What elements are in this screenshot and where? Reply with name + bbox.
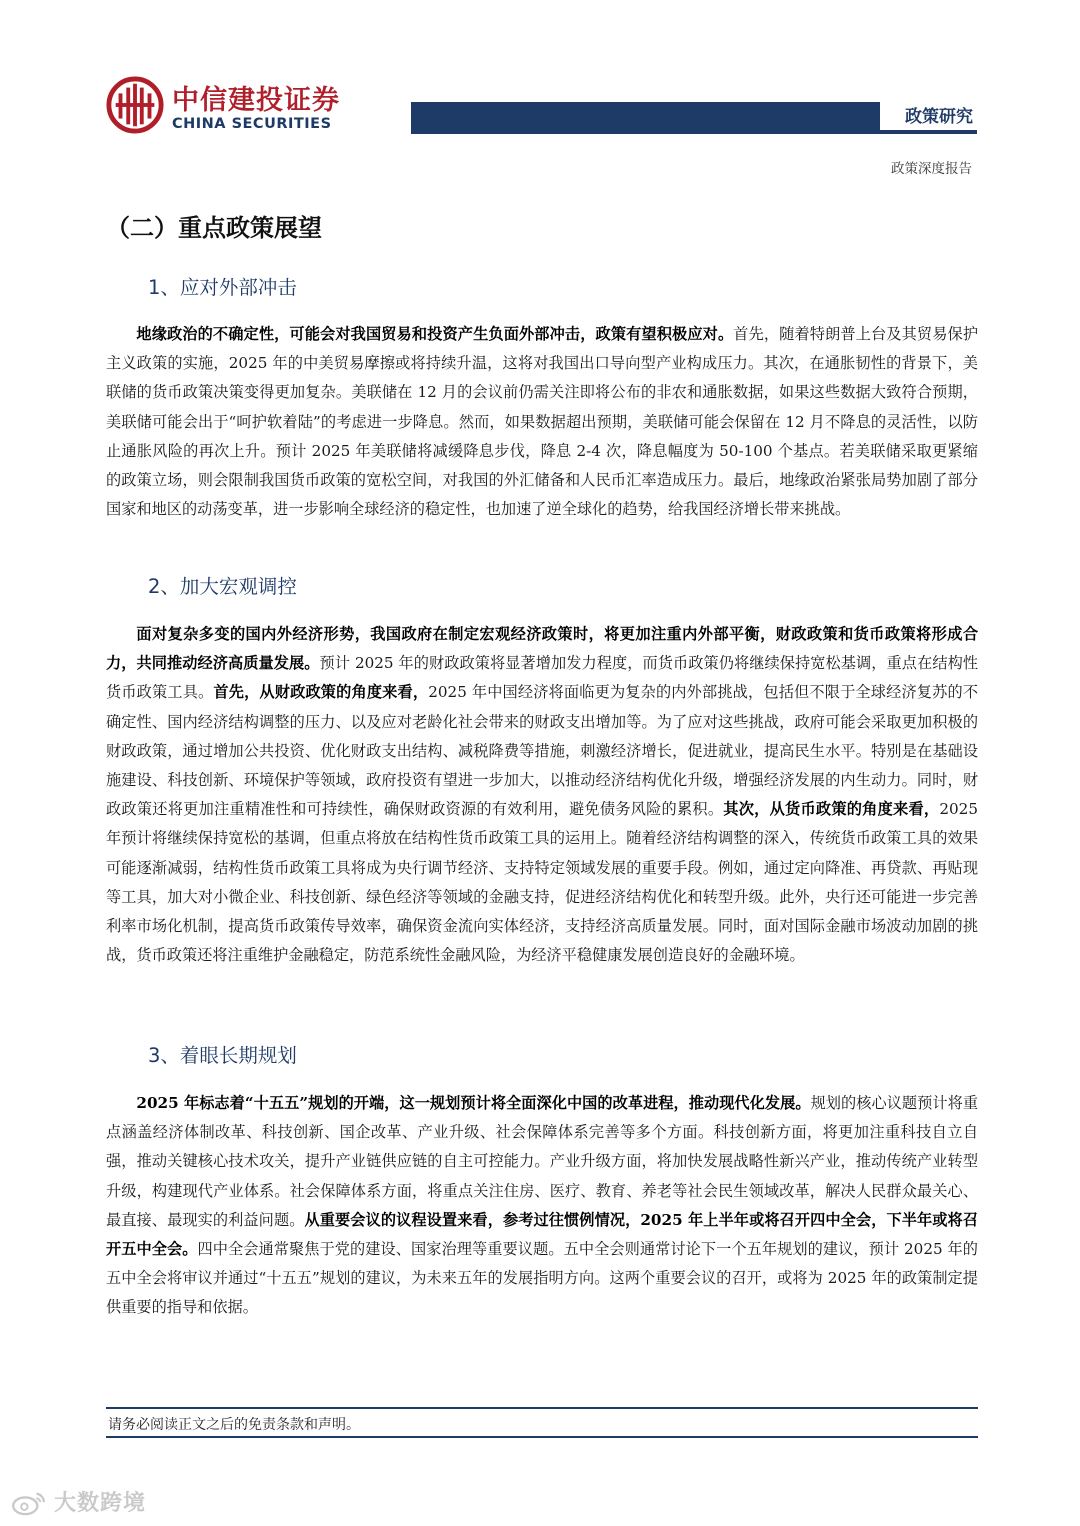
subsection-title-3: 3、着眼长期规划 bbox=[148, 1044, 297, 1067]
paragraph-body-monetary: 2025 年预计将继续保持宽松的基调，但重点将放在结构性货币政策工具的运用上。随着经济结构调整的深入，传统货币政策工具的效果可能逐渐减弱，结构性货币政策工具将成为央行调节经济、支持特定领域发展的重要手段。例如，通过定向降准、再贷款、再贴现等工具，加大对小微企业、科技创新、绿色经济等领域的金融支持，促进经济结构优化和转型升级。此外，央行还可能进一步完善利率市场化机制，提高货币政策传导效率，确保资金流向实体经济，支持经济高质量发展。同时，面对国际金融市场波动加剧的挑战，货币政策还将注重维护金融稳定，防范系统性金融风险，为经济平稳健康发展创造良好的金融环境。 bbox=[106, 800, 979, 965]
paragraph-bold-monetary: 其次，从货币政策的角度来看， bbox=[723, 800, 940, 819]
paragraph-bold-fiscal: 首先，从财政政策的角度来看， bbox=[213, 683, 429, 702]
paragraph-macro-control bbox=[106, 620, 978, 970]
brand-logo bbox=[106, 72, 346, 142]
category-label: 政策研究 bbox=[880, 102, 977, 132]
paragraph-lead: 地缘政治的不确定性，可能会对我国贸易和投资产生负面外部冲击，政策有望积极应对。 bbox=[136, 325, 734, 343]
report-type: 政策深度报告 bbox=[891, 161, 972, 177]
paragraph-body: 预计 2025 年的财政政策将显著增加发力程度，而货币政策仍将继续保持宽松基调，重点在结构性货币政策工具。 bbox=[106, 654, 979, 702]
weibo-watermark-icon bbox=[10, 1490, 48, 1516]
paragraph-long-term-plan bbox=[106, 1089, 978, 1323]
paragraph-external-shocks bbox=[106, 320, 978, 524]
footer-divider-top bbox=[106, 1407, 978, 1409]
section-title: （二）重点政策展望 bbox=[106, 214, 322, 242]
subsection-title-1: 1、应对外部冲击 bbox=[148, 276, 297, 299]
paragraph-body-meetings: 四中全会通常聚焦于党的建设、国家治理等重要议题。五中全会则通常讨论下一个五年规划的建议，预计 2025 年的五中全会将审议并通过“十五五”规划的建议，为未来五年的发展指明方向。这两个重要会议的召开，或将为 2025 年的政策制定提供重要的指导和依据。 bbox=[106, 1240, 978, 1317]
disclaimer-text: 请务必阅读正文之后的免责条款和声明。 bbox=[108, 1417, 360, 1433]
logo-chinese-name: 中信建投证券 bbox=[172, 85, 340, 116]
watermark-text: 大数跨境 bbox=[54, 1491, 147, 1516]
logo-english-name: CHINA SECURITIES bbox=[172, 116, 332, 132]
paragraph-body: 规划的核心议题预计将重点涵盖经济体制改革、科技创新、国企改革、产业升级、社会保障体系完善等多个方面。科技创新方面，将更加注重科技自立自强，推动关键核心技术攻关，提升产业链供应链的自主可控能力。产业升级方面，将加快发展战略性新兴产业，推动传统产业转型升级，构建现代产业体系。社会保障体系方面，将重点关注住房、医疗、教育、养老等社会民生领域改革，解决人民群众最关心、最直接、最现实的利益问题。 bbox=[106, 1094, 979, 1229]
paragraph-body-fiscal: 2025 年中国经济将面临更为复杂的内外部挑战，包括但不限于全球经济复苏的不确定性、国内经济结构调整的压力、以及应对老龄化社会带来的财政支出增加等。为了应对这些挑战，政府可能会采取更加积极的财政政策，通过增加公共投资、优化财政支出结构、减税降费等措施，刺激经济增长，促进就业，提高民生水平。特别是在基础设施建设、科技创新、环境保护等领域，政府投资有望进一步加大，以推动经济结构优化升级，增强经济发展的内生动力。同时，财政政策还将更加注重精准性和可持续性，确保财政资源的有效利用，避免债务风险的累积。 bbox=[106, 683, 979, 819]
footer-divider-bottom bbox=[106, 1436, 978, 1438]
paragraph-bold-meetings: 从重要会议的议程设置来看，参考过往惯例情况，2025 年上半年或将召开四中全会，下半年或将召开五中全会。 bbox=[106, 1210, 979, 1259]
paragraph-body: 首先，随着特朗普上台及其贸易保护主义政策的实施，2025 年的中美贸易摩擦或将持续升温，这将对我国出口导向型产业构成压力。其次，在通胀韧性的背景下，美联储的货币政策决策变得更加复杂。美联储在 12 月的会议前仍需关注即将公布的非农和通胀数据，如果这些数据大致符合预期，美联储可能会出于“呵护软着陆”的考虑进一步降息。然而，如果数据超出预期，美联储可能会保留在 12 月不降息的灵活性，以防止通胀风险的再次上升。预计 2025 年美联储将减缓降息步伐，降息 2-4 次，降息幅度为 50-100 个基点。若美联储采取更紧缩的政策立场，则会限制我国货币政策的宽松空间，对我国的外汇储备和人民币汇率造成压力。最后，地缘政治紧张局势加剧了部分国家和地区的动荡变革，进一步影响全球经济的稳定性，也加速了逆全球化的趋势，给我国经济增长带来挑战。 bbox=[106, 325, 979, 519]
paragraph-lead: 2025 年标志着“十五五”规划的开端，这一规划预计将全面深化中国的改革进程，推动现代化发展。 bbox=[136, 1094, 811, 1112]
subsection-title-2: 2、加大宏观调控 bbox=[148, 575, 297, 598]
header-divider bbox=[411, 132, 977, 134]
citic-logo-icon bbox=[106, 76, 164, 134]
paragraph-lead: 面对复杂多变的国内外经济形势，我国政府在制定宏观经济政策时，将更加注重内外部平衡，财政政策和货币政策将形成合力，共同推动经济高质量发展。 bbox=[106, 625, 978, 673]
